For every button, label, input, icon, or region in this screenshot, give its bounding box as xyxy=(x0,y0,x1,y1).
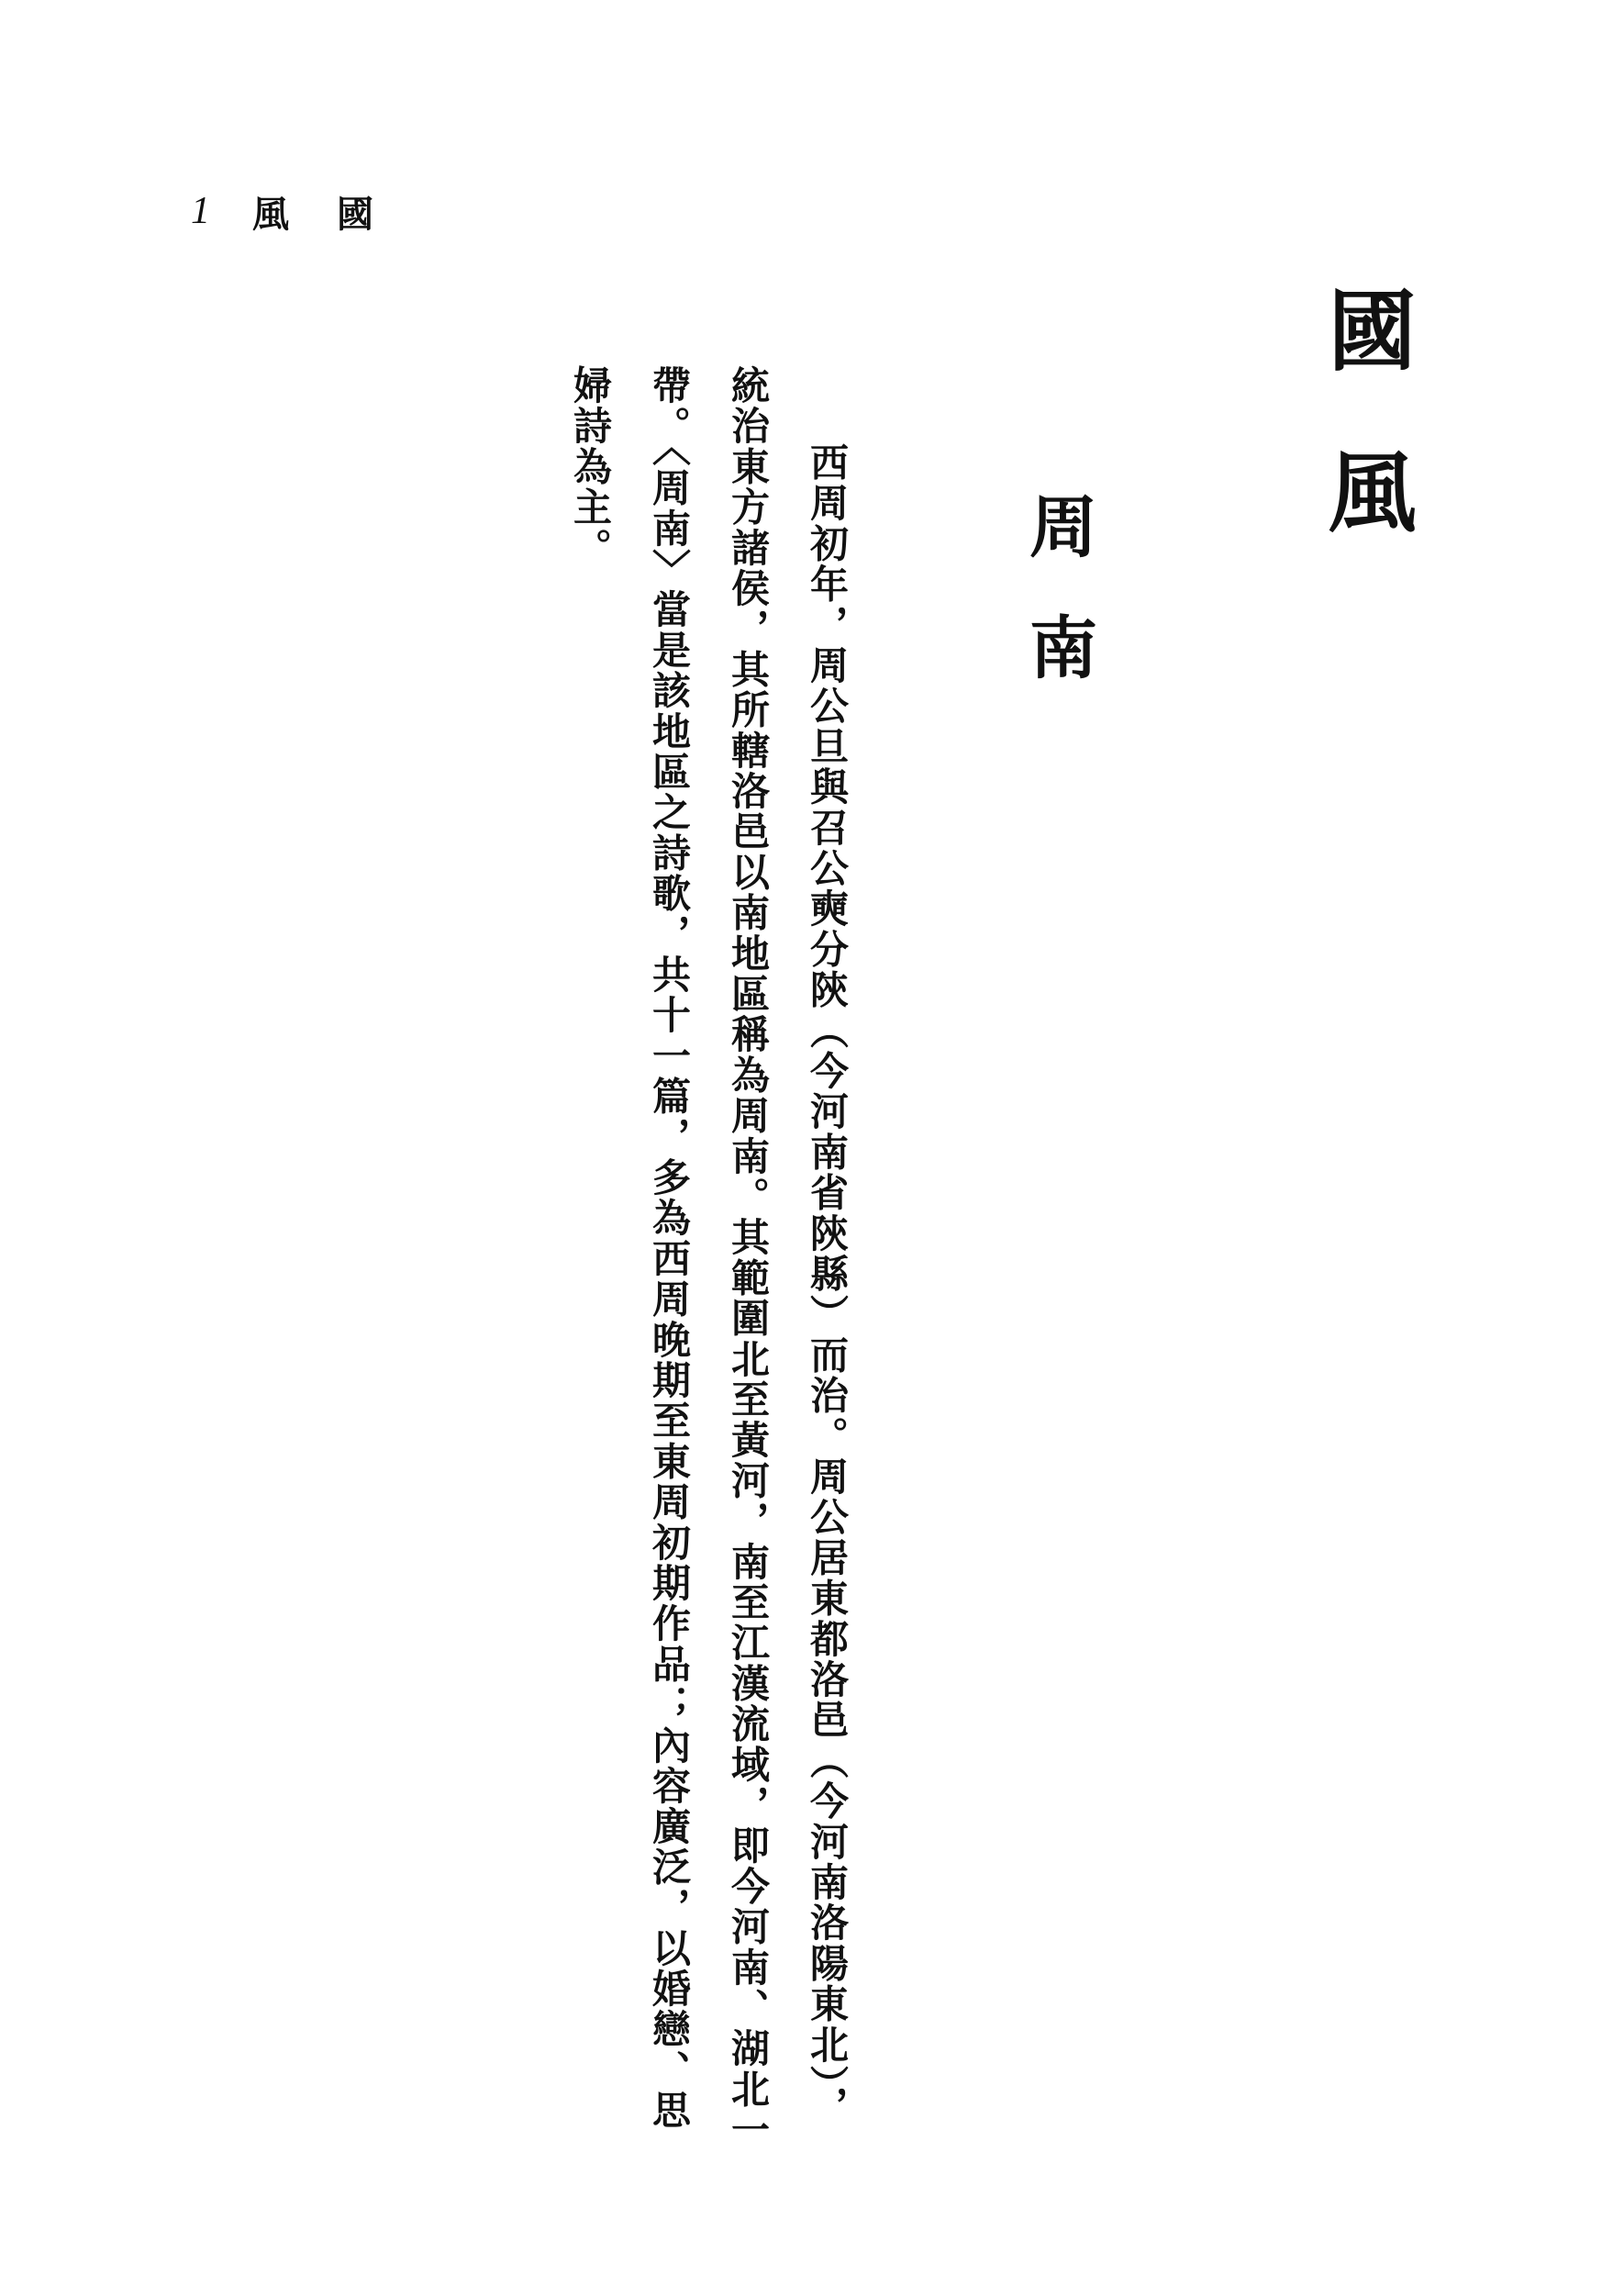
page-header xyxy=(191,184,421,239)
body-paragraph: 西周初年，周公旦與召公奭分陝（今河南省陝縣）而治。周公居東都洛邑（今河南洛陽東北），統治東方諸侯，其所轄洛邑以南地區稱為周南。其範圍北至黃河，南至江漢流域，即今河南、湖北一帶。〈周南〉當是該地區之詩歌，共十一篇，多為西周晚期至東周初期作品；內容廣泛，以婚戀、思婦詩為主。 xyxy=(568,365,850,2150)
page-number: 1 xyxy=(191,190,210,232)
subsection-title: 周南 xyxy=(1018,491,1097,733)
running-head: 風國 xyxy=(252,192,421,236)
section-title: 國風 xyxy=(1314,284,1418,608)
